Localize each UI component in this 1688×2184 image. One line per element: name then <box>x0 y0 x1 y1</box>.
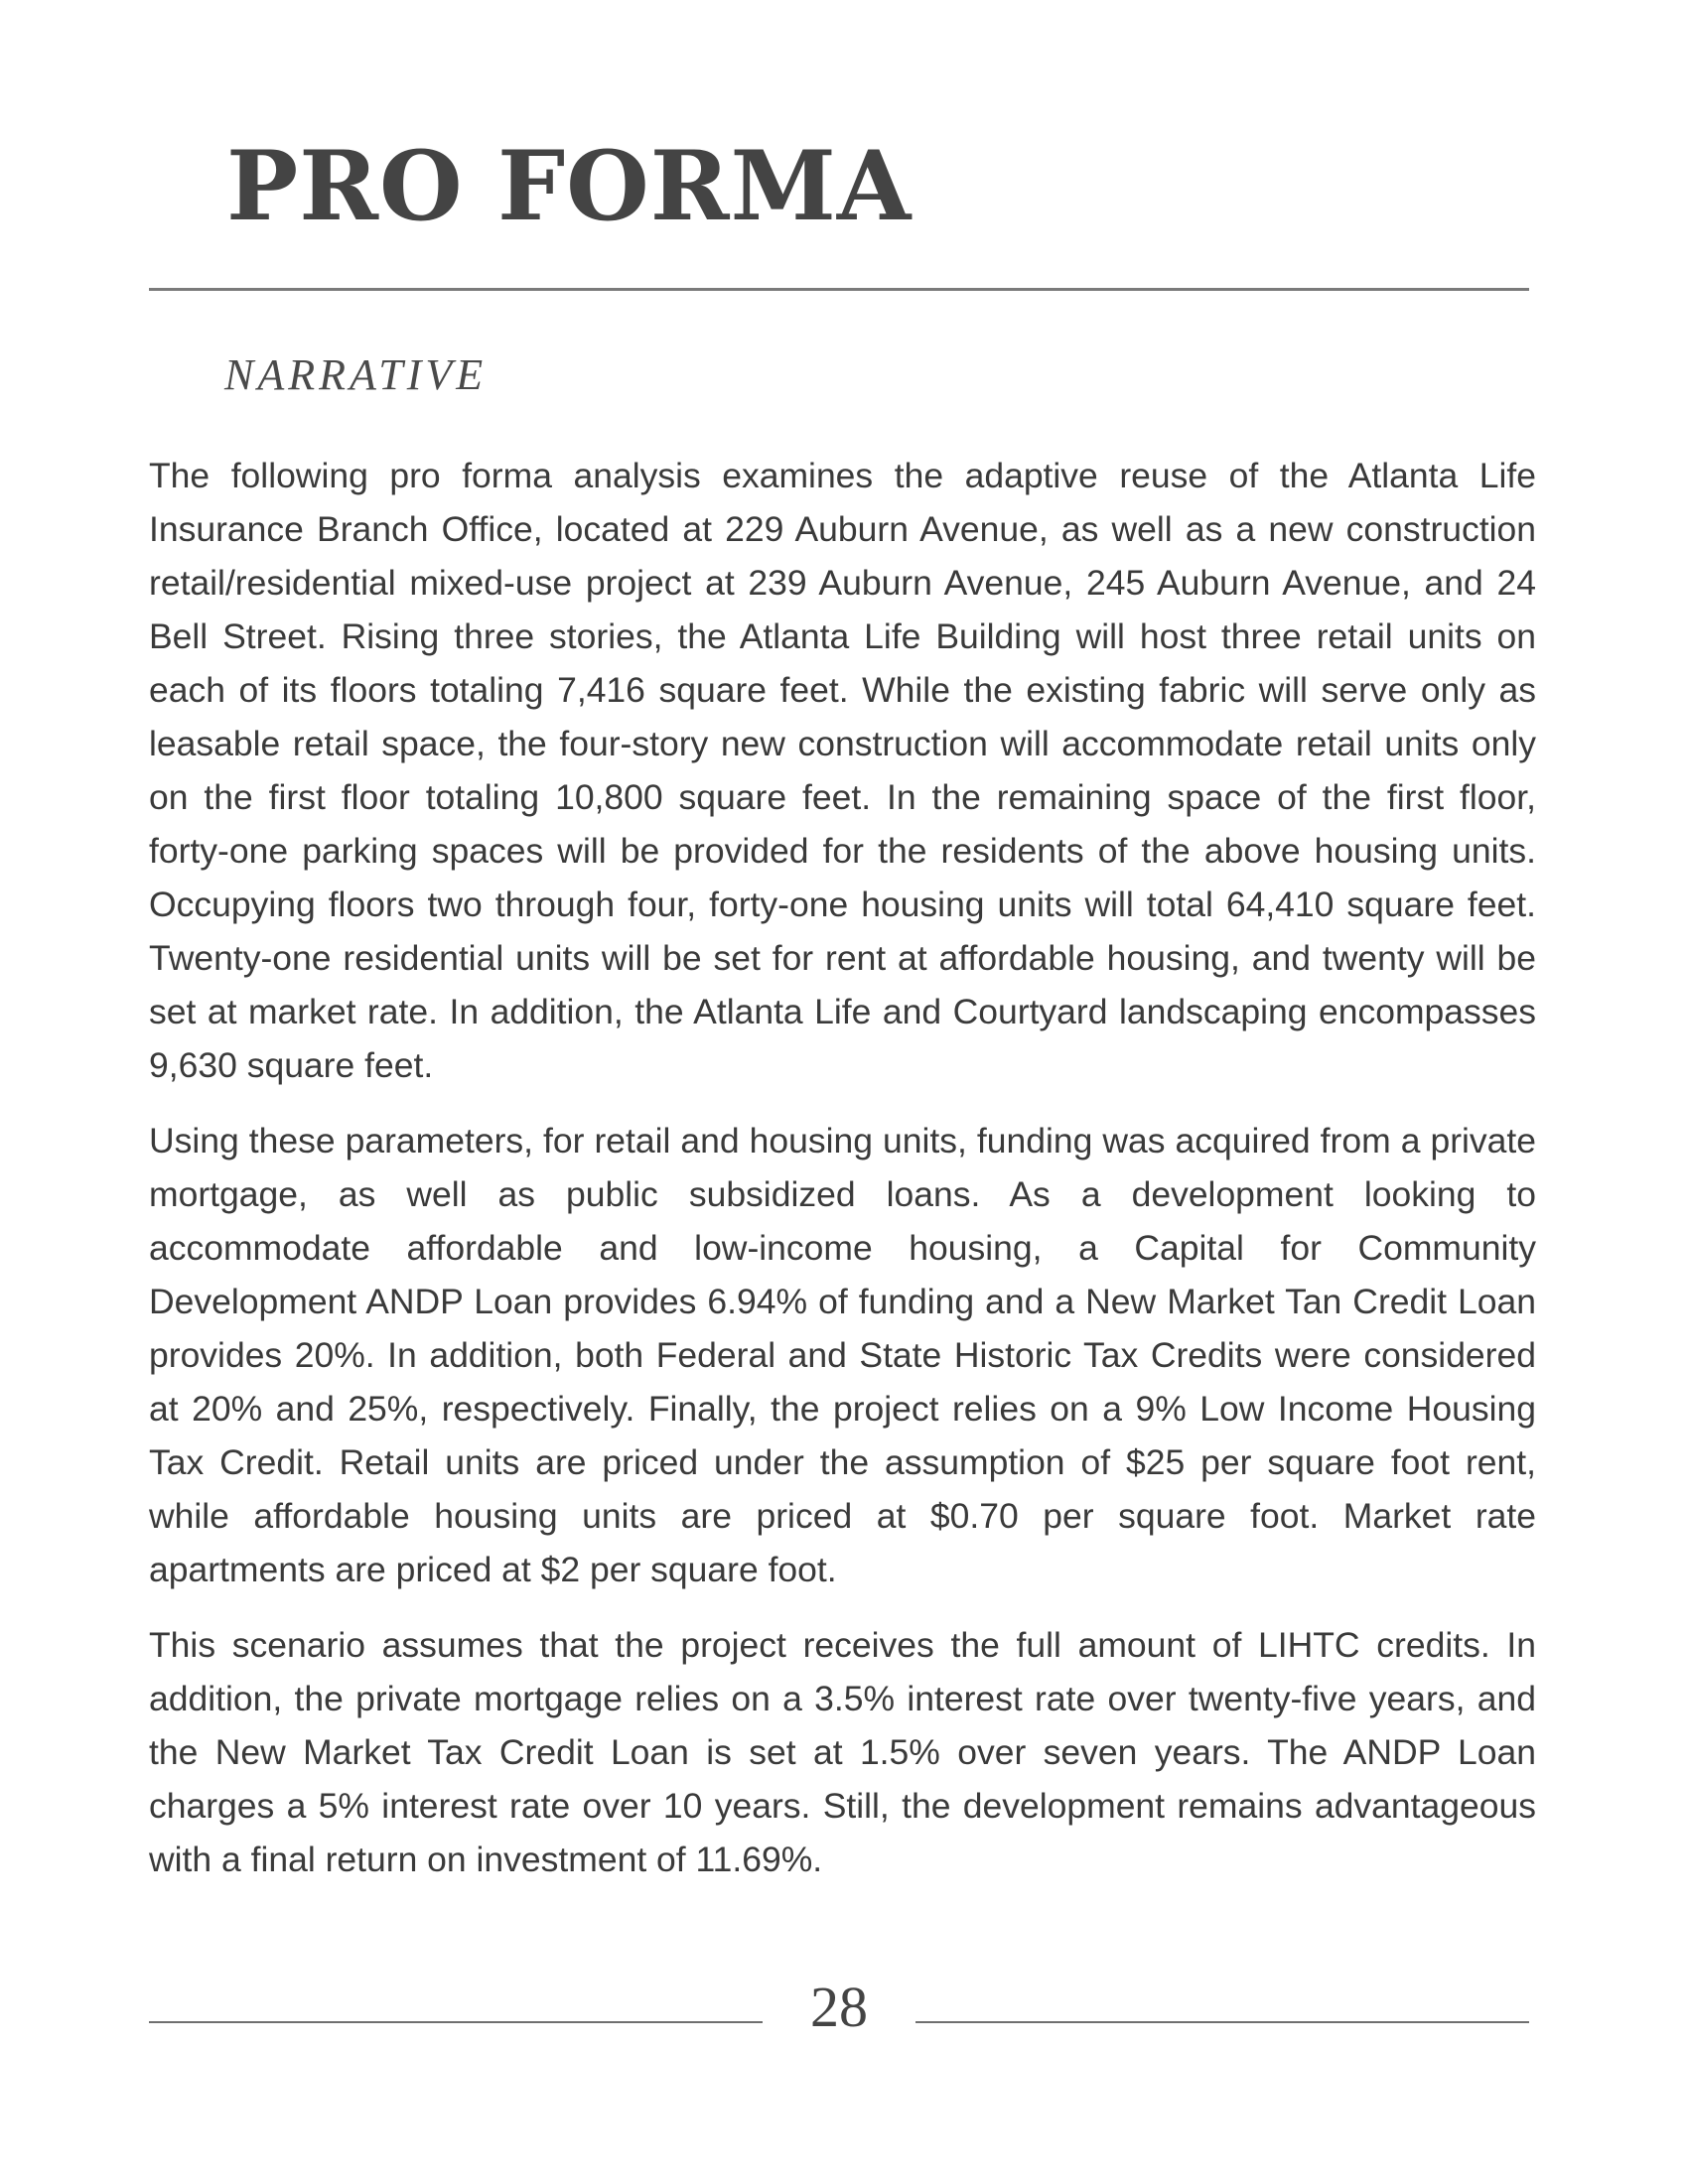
section-heading: NARRATIVE <box>224 350 488 399</box>
footer-divider-left <box>149 2021 763 2023</box>
title-divider <box>149 288 1529 291</box>
page-title: PRO FORMA <box>226 130 913 242</box>
narrative-body <box>149 449 1536 1886</box>
narrative-paragraph-3: This scenario assumes that the project receives the full amount of LIHTC credits. In addition, the private mortgage relies on a 3.5% interest rate over twenty-five years, and the New Market Tax Credit Loan is set at 1.5% over seven years. The ANDP Loan charges a 5% interest rate over 10 years. Still, the development remains advantageous with a final return on investment of 11.69%. <box>149 1625 1536 1879</box>
narrative-paragraph-2: Using these parameters, for retail and housing units, funding was acquired from a private mortgage, as well as public subsidized loans. As a development looking to accommodate affordable and low-income housing, a Capital for Community Development ANDP Loan provides 6.94% of funding and a New Market Tan Credit Loan provides 20%. In addition, both Federal and State Historic Tax Credits were considered at 20% and 25%, respectively. Finally, the project relies on a 9% Low Income Housing Tax Credit. Retail units are priced under the assumption of $25 per square foot rent, while affordable housing units are priced at $0.70 per square foot. Market rate apartments are priced at $2 per square foot. <box>149 1121 1536 1589</box>
page-number: 28 <box>810 1975 868 2039</box>
narrative-paragraph-1: The following pro forma analysis examines the adaptive reuse of the Atlanta Life Insurance Branch Office, located at 229 Auburn Avenue, as well as a new construction retail/residential mixed-use project at 239 Auburn Avenue, 245 Auburn Avenue, and 24 Bell Street. Rising three stories, the Atlanta Life Building will host three retail units on each of its floors totaling 7,416 square feet. While the existing fabric will serve only as leasable retail space, the four-story new construction will accommodate retail units only on the first floor totaling 10,800 square feet. In the remaining space of the first floor, forty-one parking spaces will be provided for the residents of the above housing units. Occupying floors two through four, forty-one housing units will total 64,410 square feet. Twenty-one residential units will be set for rent at affordable housing, and twenty will be set at market rate. In addition, the Atlanta Life and Courtyard landscaping encompasses 9,630 square feet. <box>149 456 1536 1085</box>
page-footer <box>149 1976 1529 2039</box>
footer-divider-right <box>915 2021 1529 2023</box>
